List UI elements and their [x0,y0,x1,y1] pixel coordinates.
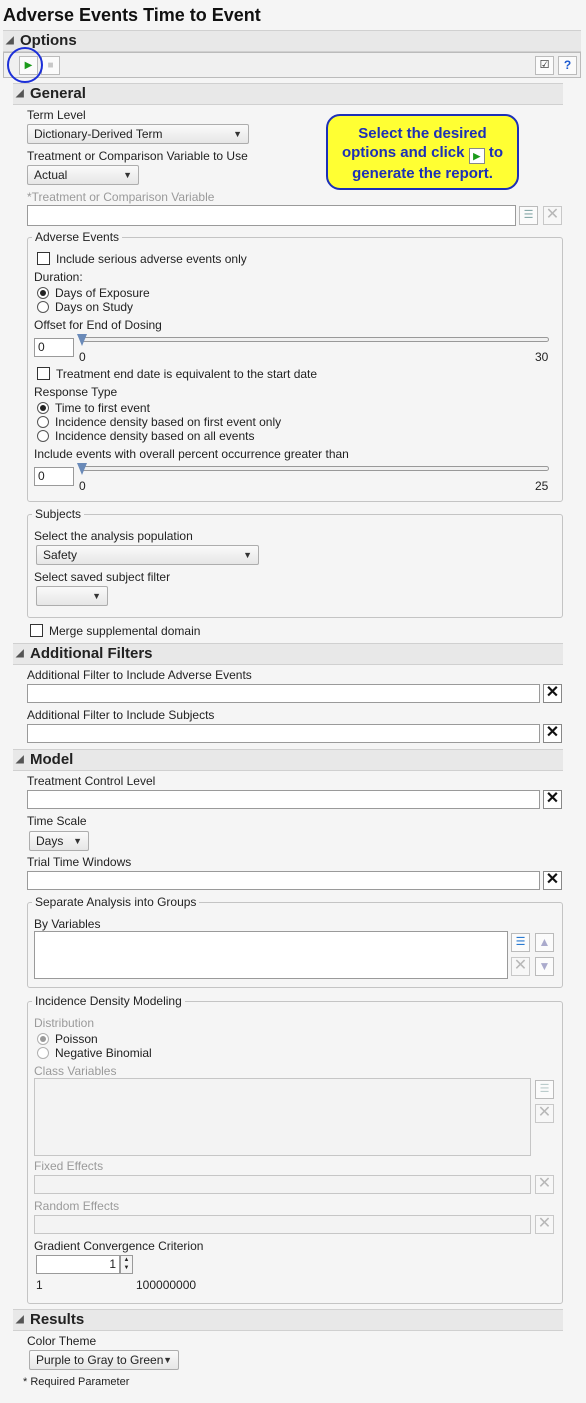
duration-label: Duration: [34,270,83,284]
model-header-label: Model [30,751,74,768]
offset-input[interactable]: 0 [34,338,74,357]
offset-min: 0 [79,350,86,364]
by-variables-list[interactable] [34,931,508,979]
control-level-label: Treatment Control Level [27,774,156,788]
collapse-triangle-icon[interactable]: ◢ [16,754,24,765]
add-variable-icon[interactable]: ☰ [535,1080,554,1099]
class-variables-label: Class Variables [34,1064,117,1078]
percent-occurrence-label: Include events with overall percent occurrence greater than [34,447,349,461]
clear-icon[interactable]: ✕ [543,790,562,809]
stepper-down-icon[interactable]: ▼ [123,1265,130,1271]
treatment-variable-dropdown[interactable] [27,165,139,185]
results-header-label: Results [30,1311,85,1328]
stop-button[interactable]: ■ [41,56,60,75]
incidence-density-label: Incidence Density Modeling [32,994,185,1008]
days-study-radio[interactable] [37,301,49,313]
days-exposure-radio[interactable] [37,287,49,299]
move-up-icon[interactable]: ▲ [535,933,554,952]
time-scale-label: Time Scale [27,814,87,828]
chevron-down-icon: ▼ [73,836,82,846]
color-theme-label: Color Theme [27,1334,97,1348]
time-scale-value: Days [36,834,64,848]
gradient-max: 100000000 [136,1278,197,1292]
percent-slider-thumb[interactable] [77,463,87,475]
clear-icon[interactable]: ✕ [543,871,562,890]
by-variables-label: By Variables [34,917,101,931]
incidence-all-radio[interactable] [37,430,49,442]
trial-windows-field[interactable] [27,871,540,890]
incidence-first-radio[interactable] [37,416,49,428]
general-header-label: General [30,85,86,102]
treatment-comparison-label: *Treatment or Comparison Variable [27,190,215,204]
days-study-label: Days on Study [55,300,134,314]
color-theme-dropdown[interactable] [29,1350,179,1370]
population-value: Safety [43,548,78,562]
add-variable-icon[interactable]: ☰ [519,206,538,225]
term-level-label: Term Level [27,108,86,122]
negative-binomial-label: Negative Binomial [55,1046,152,1060]
percent-slider-track[interactable] [80,466,549,471]
percent-max: 25 [535,479,549,493]
clear-icon[interactable]: ✕ [543,724,562,743]
callout-line-2 [328,143,517,164]
callout-line-2a: options and click [341,144,465,161]
time-first-event-label: Time to first event [55,401,150,415]
stepper-up-icon[interactable]: ▲ [123,1257,130,1263]
gradient-stepper[interactable] [120,1255,133,1274]
callout-line-2b: to [488,144,504,161]
additional-filters-header[interactable] [13,643,563,665]
results-header[interactable] [13,1309,563,1331]
collapse-triangle-icon[interactable]: ◢ [6,35,14,46]
run-highlight-circle [7,47,43,83]
separate-groups-label: Separate Analysis into Groups [32,895,199,909]
clear-icon[interactable]: ✕ [535,1215,554,1234]
treatment-end-label: Treatment end date is equivalent to the start date [56,367,318,381]
class-variables-list[interactable] [34,1078,531,1156]
options-header-label: Options [20,32,77,49]
general-header[interactable] [13,83,563,105]
treatment-variable-value: Actual [34,168,68,182]
time-scale-dropdown[interactable] [29,831,89,851]
clear-icon[interactable]: ✕ [535,1104,554,1123]
subject-filter-field[interactable] [27,724,540,743]
population-dropdown[interactable] [36,545,259,565]
subjects-group-label: Subjects [32,507,84,521]
poisson-radio[interactable] [37,1033,49,1045]
callout-line-3: generate the report. [352,165,493,182]
random-effects-label: Random Effects [34,1199,120,1213]
options-header[interactable] [3,30,581,52]
treatment-end-checkbox[interactable] [37,367,50,380]
collapse-triangle-icon[interactable]: ◢ [16,648,24,659]
run-icon: ▶ [469,148,485,164]
offset-slider-thumb[interactable] [77,334,87,346]
subject-filter-label: Select saved subject filter [34,570,171,584]
move-down-icon[interactable]: ▼ [535,957,554,976]
required-note: * Required Parameter [23,1376,130,1388]
offset-max: 30 [535,350,549,364]
merge-supplemental-label: Merge supplemental domain [49,624,201,638]
collapse-triangle-icon[interactable]: ◢ [16,1314,24,1325]
color-theme-value: Purple to Gray to Green [36,1353,164,1367]
clear-icon[interactable]: ✕ [511,957,530,976]
negative-binomial-radio[interactable] [37,1047,49,1059]
serious-only-label: Include serious adverse events only [56,252,247,266]
offset-slider-track[interactable] [80,337,549,342]
help-icon[interactable]: ? [558,56,577,75]
chevron-down-icon: ▼ [92,591,101,601]
time-first-event-radio[interactable] [37,402,49,414]
ae-filter-field[interactable] [27,684,540,703]
days-exposure-label: Days of Exposure [55,286,150,300]
trial-windows-label: Trial Time Windows [27,855,132,869]
gradient-label: Gradient Convergence Criterion [34,1239,204,1253]
clear-icon[interactable]: ✕ [543,684,562,703]
percent-min: 0 [79,479,86,493]
page-title: Adverse Events Time to Event [3,5,261,25]
chevron-down-icon: ▼ [233,129,242,139]
model-header[interactable] [13,749,563,771]
control-level-field[interactable] [27,790,540,809]
chevron-down-icon: ▼ [243,550,252,560]
subject-filter-text-label: Additional Filter to Include Subjects [27,708,215,722]
gradient-min: 1 [36,1278,43,1292]
response-type-label: Response Type [34,385,118,399]
gradient-input[interactable]: 1 [36,1255,120,1274]
incidence-first-label: Incidence density based on first event only [55,415,282,429]
term-level-dropdown[interactable] [27,124,249,144]
poisson-label: Poisson [55,1032,98,1046]
merge-supplemental-checkbox[interactable] [30,624,43,637]
fixed-effects-label: Fixed Effects [34,1159,104,1173]
collapse-triangle-icon[interactable]: ◢ [16,88,24,99]
clear-icon[interactable]: ✕ [535,1175,554,1194]
population-label: Select the analysis population [34,529,193,543]
distribution-label: Distribution [34,1016,95,1030]
fixed-effects-field[interactable] [34,1175,531,1194]
callout-line-1: Select the desired [358,125,487,142]
treatment-variable-label: Treatment or Comparison Variable to Use [27,149,248,163]
ae-filter-label: Additional Filter to Include Adverse Events [27,668,252,682]
offset-label: Offset for End of Dosing [34,318,162,332]
settings-icon[interactable]: ☑ [535,56,554,75]
term-level-value: Dictionary-Derived Term [34,127,163,141]
chevron-down-icon: ▼ [123,170,132,180]
additional-filters-header-label: Additional Filters [30,645,153,662]
serious-only-checkbox[interactable] [37,252,50,265]
random-effects-field[interactable] [34,1215,531,1234]
subject-filter-dropdown[interactable] [36,586,108,606]
chevron-down-icon: ▼ [163,1355,172,1365]
run-button[interactable]: ▶ [19,56,38,75]
incidence-all-label: Incidence density based on all events [55,429,255,443]
treatment-comparison-field[interactable] [27,205,516,226]
add-variable-icon[interactable]: ☰ [511,933,530,952]
adverse-events-group-label: Adverse Events [32,230,122,244]
options-toolbar [3,52,581,78]
percent-input[interactable]: 0 [34,467,74,486]
clear-icon[interactable]: ✕ [543,206,562,225]
instruction-callout [326,114,519,190]
